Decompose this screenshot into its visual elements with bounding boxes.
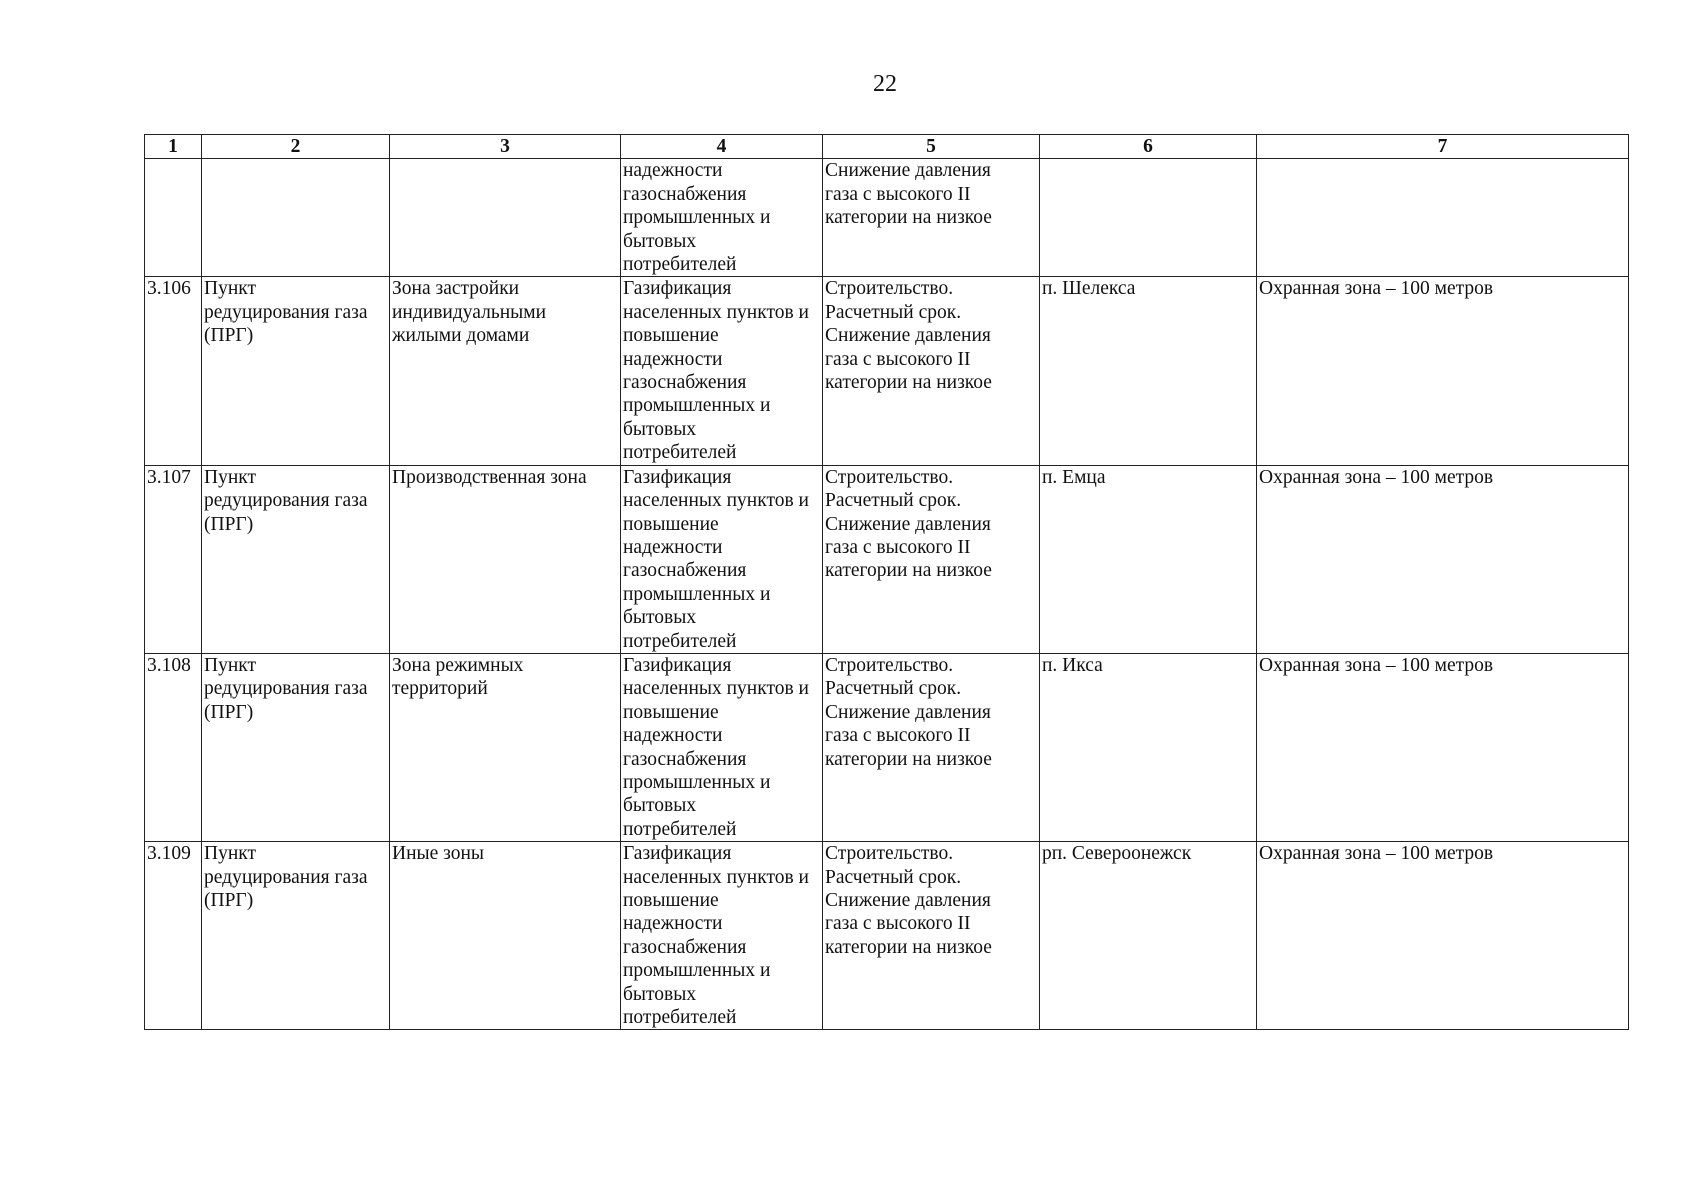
- column-header-7: 7: [1257, 135, 1629, 159]
- data-table: [144, 134, 1629, 1030]
- purpose-cell: Газификация населенных пунктов и повышение надежности газоснабжения промышленных и бытовых потребителей: [621, 653, 823, 841]
- table-cell: надежности газоснабжения промышленных и бытовых потребителей: [621, 159, 823, 277]
- zone-cell: Производственная зона: [390, 465, 621, 653]
- column-header-4: 4: [621, 135, 823, 159]
- purpose-cell: Газификация населенных пунктов и повышение надежности газоснабжения промышленных и бытовых потребителей: [621, 465, 823, 653]
- object-name-cell: Пункт редуцирования газа (ПРГ): [202, 465, 390, 653]
- row-number-cell: 3.109: [145, 842, 202, 1030]
- characteristics-cell: Строительство. Расчетный срок. Снижение давления газа с высокого II категории на низкое: [823, 465, 1040, 653]
- characteristics-cell: Строительство. Расчетный срок. Снижение давления газа с высокого II категории на низкое: [823, 277, 1040, 465]
- zone-cell: Зона застройки индивидуальными жилыми домами: [390, 277, 621, 465]
- zone-cell: Иные зоны: [390, 842, 621, 1030]
- continuation-row: [145, 159, 1629, 277]
- location-cell: п. Шелекса: [1040, 277, 1257, 465]
- table-cell: [1040, 159, 1257, 277]
- table-cell: [145, 159, 202, 277]
- row-number-cell: 3.106: [145, 277, 202, 465]
- table-row: [145, 653, 1629, 841]
- column-header-1: 1: [145, 135, 202, 159]
- table-row: [145, 465, 1629, 653]
- object-name-cell: Пункт редуцирования газа (ПРГ): [202, 653, 390, 841]
- restriction-cell: Охранная зона – 100 метров: [1257, 465, 1629, 653]
- row-number-cell: 3.108: [145, 653, 202, 841]
- table-row: [145, 277, 1629, 465]
- header-row: [145, 135, 1629, 159]
- object-name-cell: Пункт редуцирования газа (ПРГ): [202, 842, 390, 1030]
- table-cell: [202, 159, 390, 277]
- purpose-cell: Газификация населенных пунктов и повышение надежности газоснабжения промышленных и бытовых потребителей: [621, 842, 823, 1030]
- column-header-5: 5: [823, 135, 1040, 159]
- table-cell: Снижение давления газа с высокого II категории на низкое: [823, 159, 1040, 277]
- location-cell: п. Емца: [1040, 465, 1257, 653]
- column-header-3: 3: [390, 135, 621, 159]
- restriction-cell: Охранная зона – 100 метров: [1257, 277, 1629, 465]
- characteristics-cell: Строительство. Расчетный срок. Снижение давления газа с высокого II категории на низкое: [823, 653, 1040, 841]
- restriction-cell: Охранная зона – 100 метров: [1257, 842, 1629, 1030]
- column-header-2: 2: [202, 135, 390, 159]
- location-cell: рп. Североонежск: [1040, 842, 1257, 1030]
- location-cell: п. Икса: [1040, 653, 1257, 841]
- table-cell: [1257, 159, 1629, 277]
- characteristics-cell: Строительство. Расчетный срок. Снижение давления газа с высокого II категории на низкое: [823, 842, 1040, 1030]
- table-row: [145, 842, 1629, 1030]
- table-cell: [390, 159, 621, 277]
- object-name-cell: Пункт редуцирования газа (ПРГ): [202, 277, 390, 465]
- column-header-6: 6: [1040, 135, 1257, 159]
- row-number-cell: 3.107: [145, 465, 202, 653]
- restriction-cell: Охранная зона – 100 метров: [1257, 653, 1629, 841]
- page-number: 22: [873, 71, 897, 97]
- zone-cell: Зона режимных территорий: [390, 653, 621, 841]
- purpose-cell: Газификация населенных пунктов и повышение надежности газоснабжения промышленных и бытовых потребителей: [621, 277, 823, 465]
